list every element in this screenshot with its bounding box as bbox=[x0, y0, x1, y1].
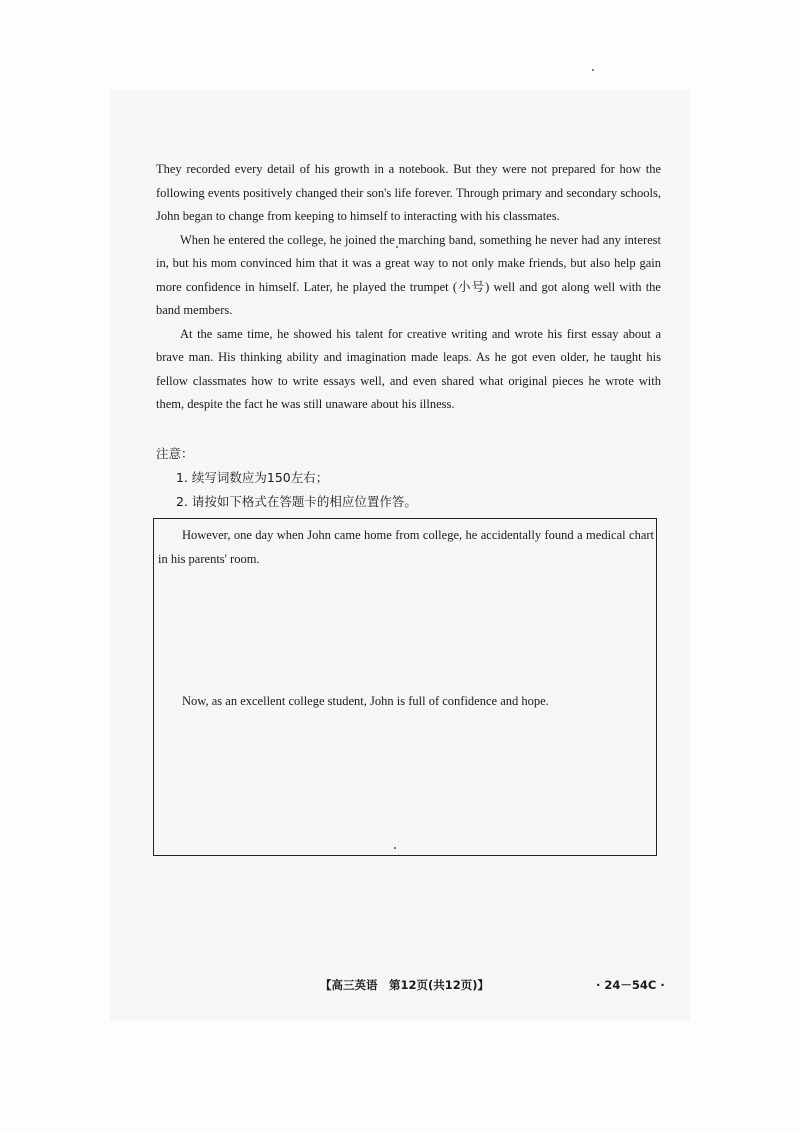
answer-box[interactable] bbox=[153, 518, 657, 856]
answer-opening-sentence bbox=[158, 523, 654, 571]
note-item-2: 2. 请按如下格式在答题卡的相应位置作答。 bbox=[176, 494, 417, 509]
note-item-1: 1. 续写词数应为150左右； bbox=[176, 470, 329, 485]
reading-passage bbox=[156, 158, 661, 417]
opening-text: However, one day when John came home from college, he accidentally found a medical chart in his parents' room. bbox=[158, 528, 654, 566]
notes-heading: 注意： bbox=[156, 446, 194, 461]
passage-paragraph-1: They recorded every detail of his growth in a notebook. But they were not prepared for how the following events positively changed their son's life forever. Through primary and secondary schools, John began to change from keeping to himself to interacting with his classmates. bbox=[156, 162, 661, 223]
footer-page-title: 【高三英语 第12页(共12页)】 bbox=[320, 978, 490, 992]
answer-second-paragraph-start: Now, as an excellent college student, John is full of confidence and hope. bbox=[182, 694, 549, 708]
notes-section bbox=[156, 442, 661, 514]
passage-paragraph-3: At the same time, he showed his talent for creative writing and wrote his first essay about a brave man. His thinking ability and imagination made leaps. As he got even older, he taught his fellow classmates how to write essays well, and even shared what original pieces he wrote with them, despite the fact he was still unaware about his illness. bbox=[156, 326, 661, 411]
footer-exam-code: · 24－54C · bbox=[596, 978, 665, 992]
scan-speck bbox=[394, 847, 396, 849]
passage-paragraph-2: When he entered the college, he joined the marching band, something he never had any interest in, but his mom convinced him that it was a great way to not only make friends, but also help gain more confidence in himself. Later, he played the trumpet (小号) well and got along well with the band members. bbox=[156, 232, 661, 317]
scan-speck bbox=[592, 69, 594, 71]
